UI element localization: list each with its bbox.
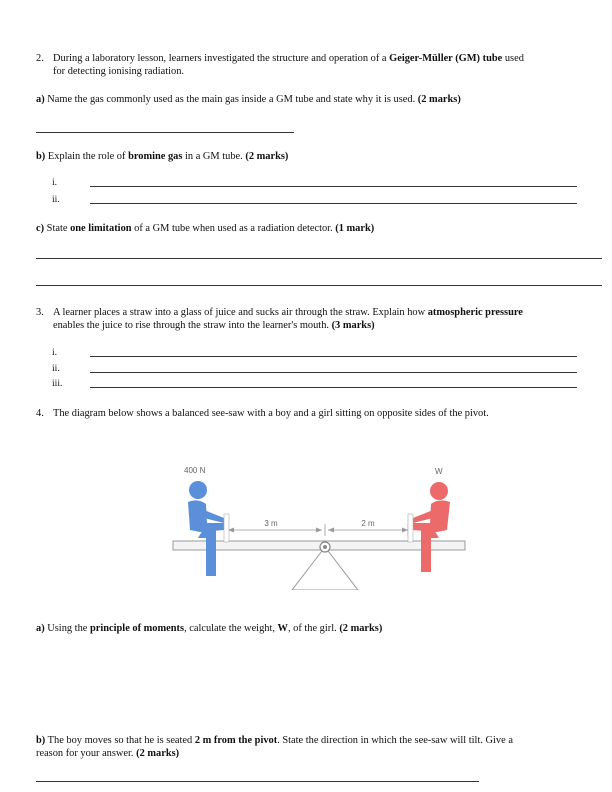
question-number: 3. [36, 307, 44, 318]
question-4b: b) The boy moves so that he is seated 2 m from the pivot. State the direction in which the see-saw will tilt. Give a reason for your answer. (2 marks) [36, 735, 513, 759]
pivot [292, 547, 358, 590]
answer-line[interactable] [36, 781, 479, 782]
question-text: A learner places a straw into a glass of juice and sucks air through the straw. Explain how atmospheric pressure enables the juice to rise through the straw into the learner's mouth. (3 marks) [53, 307, 523, 331]
answer-line[interactable] [36, 132, 294, 133]
item-number: ii. [52, 363, 60, 374]
question-2b: b) Explain the role of bromine gas in a GM tube. (2 marks) [36, 151, 289, 162]
item-number: ii. [52, 194, 60, 205]
question-4a: a) Using the principle of moments, calculate the weight, W, of the girl. (2 marks) [36, 623, 383, 634]
item-number: iii. [52, 378, 63, 389]
answer-line[interactable] [90, 356, 577, 357]
girl-weight-label: W [435, 467, 443, 476]
answer-line[interactable] [90, 372, 577, 373]
right-distance-label: 2 m [361, 519, 375, 528]
question-2c: c) State one limitation of a GM tube when used as a radiation detector. (1 mark) [36, 223, 375, 234]
question-2a: a) Name the gas commonly used as the main gas inside a GM tube and state why it is used. (2 marks) [36, 94, 461, 105]
answer-line[interactable] [90, 203, 577, 204]
question-number: 2. [36, 53, 44, 64]
item-number: i. [52, 177, 58, 188]
question-number: 4. [36, 408, 44, 419]
boy-figure [188, 481, 229, 576]
see-saw-diagram [168, 460, 470, 590]
answer-line[interactable] [90, 186, 577, 187]
answer-line[interactable] [36, 285, 602, 286]
girl-figure [408, 482, 450, 572]
item-number: i. [52, 347, 58, 358]
left-distance-label: 3 m [264, 519, 278, 528]
answer-line[interactable] [90, 387, 577, 388]
question-text: During a laboratory lesson, learners investigated the structure and operation of a Geiger-Müller (GM) tube used for detecting ionising radiation. [53, 53, 524, 77]
boy-weight-label: 400 N [184, 466, 206, 475]
answer-line[interactable] [36, 258, 602, 259]
question-text: The diagram below shows a balanced see-saw with a boy and a girl sitting on opposite sides of the pivot. [53, 408, 489, 419]
